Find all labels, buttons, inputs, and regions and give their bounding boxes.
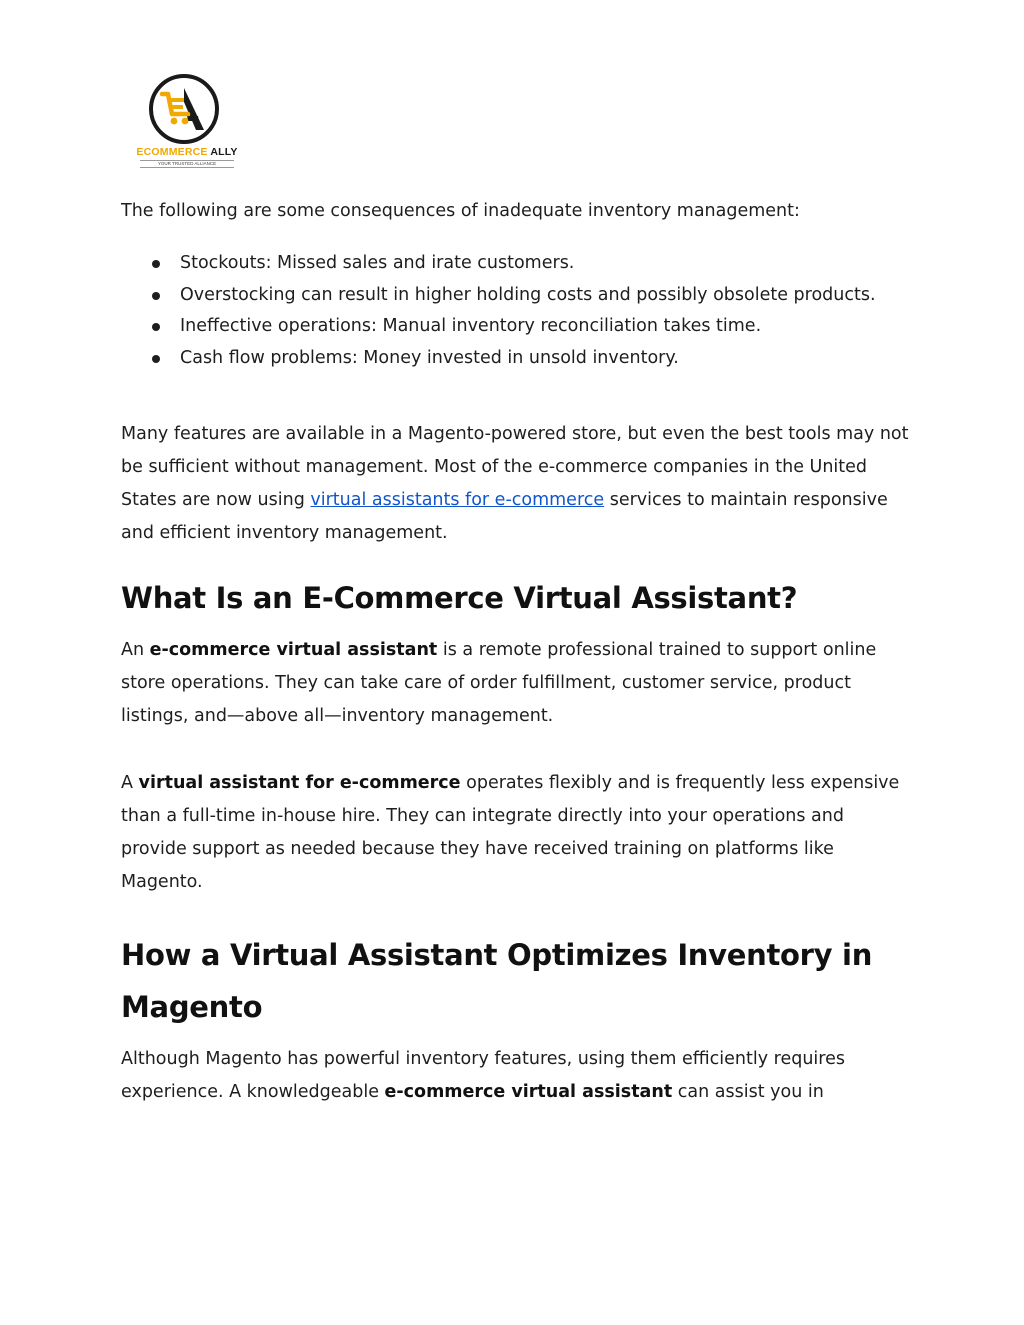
list-item: Ineffective operations: Manual inventory reconciliation takes time. <box>121 311 911 343</box>
virtual-assistants-link[interactable]: virtual assistants for e-commerce <box>310 490 605 510</box>
how-paragraph: Although Magento has powerful inventory features, using them efficiently requires experience. A knowledgeable e-commerce virtual assistant can assist you in <box>121 1049 845 1102</box>
what-paragraph-2: A virtual assistant for e-commerce operates flexibly and is frequently less expensive than a full-time in-house hire. They can integrate directly into your operations and provide support as needed because they have received training on platforms like Magento. <box>121 773 900 892</box>
logo-tagline: YOUR TRUSTED ALLIANCE <box>140 160 234 168</box>
list-item: Overstocking can result in higher holding costs and possibly obsolete products. <box>121 280 911 312</box>
heading-how: How a Virtual Assistant Optimizes Inventory in Magento <box>121 938 873 1024</box>
magento-paragraph: Many features are available in a Magento-powered store, but even the best tools may not be sufficient without management. Most of the e-commerce companies in the United States are now using virtual assistants for e-commerce services to maintain responsive and efficient inventory management. <box>121 424 909 543</box>
heading-what-is: What Is an E-Commerce Virtual Assistant? <box>121 581 798 615</box>
what-paragraph-1: An e-commerce virtual assistant is a remote professional trained to support online store operations. They can take care of order fulfillment, customer service, product listings, and—above all—inventory management. <box>121 640 877 726</box>
list-item: Stockouts: Missed sales and irate customers. <box>121 248 911 280</box>
cart-ea-monogram-icon <box>132 74 242 146</box>
logo-wordmark: ECOMMERCE ALLY <box>136 146 238 158</box>
brand-logo <box>132 74 242 172</box>
document-body <box>121 195 911 1109</box>
consequences-list <box>121 248 911 374</box>
list-item: Cash flow problems: Money invested in unsold inventory. <box>121 343 911 375</box>
intro-paragraph: The following are some consequences of inadequate inventory management: <box>121 201 800 221</box>
